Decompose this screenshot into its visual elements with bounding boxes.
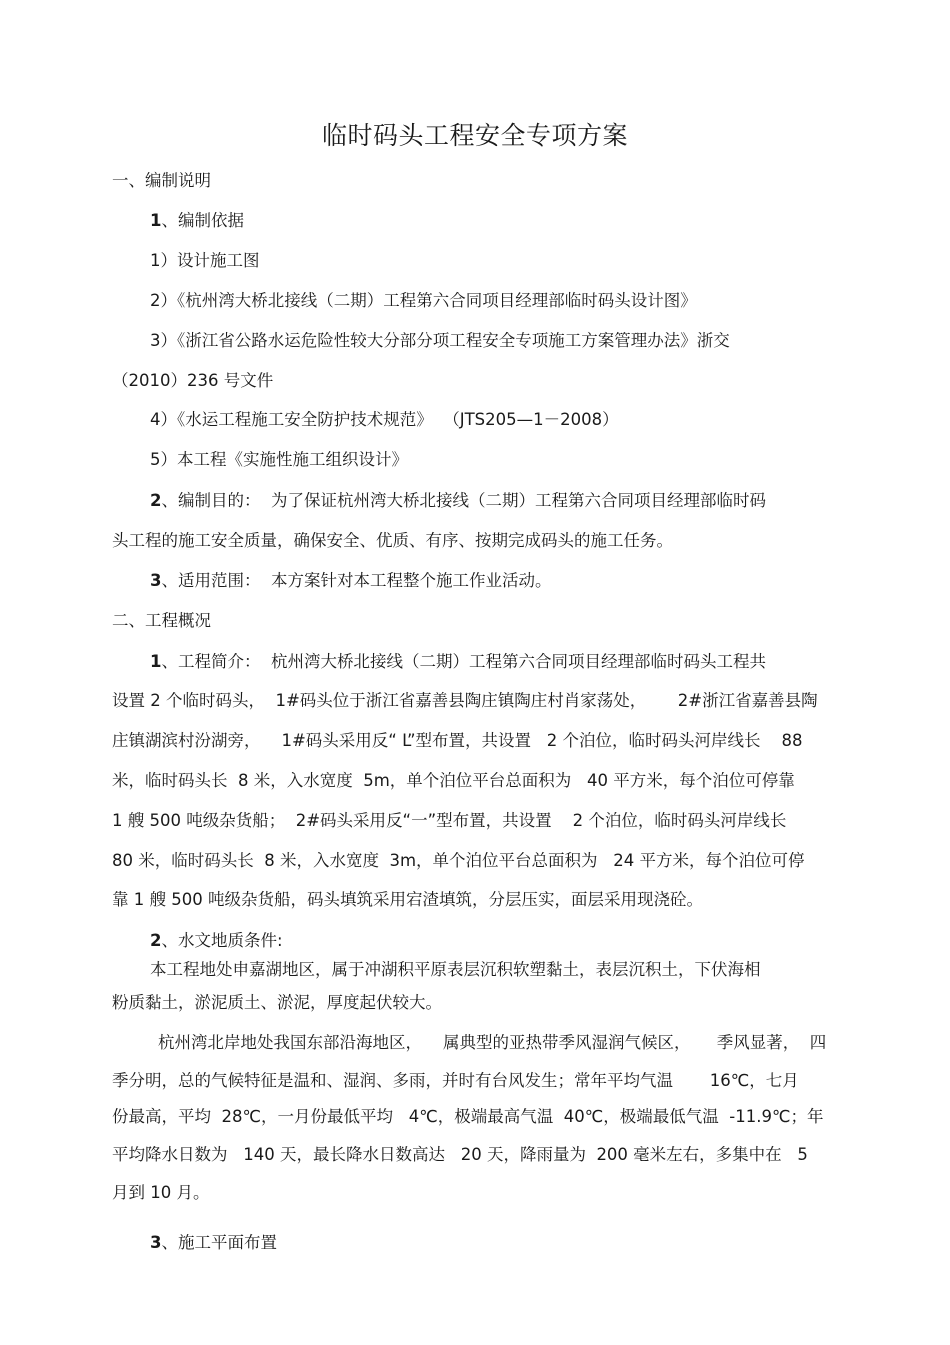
paragraph-line: 庄镇湖滨村汾湖旁， 1#码头采用反“ L”型布置，共设置 2 个泊位，临时码头河岸线长 88	[112, 731, 803, 750]
item-text: 、编制依据	[161, 211, 244, 230]
item-number: 2	[150, 491, 162, 510]
document-title: 临时码头工程安全专项方案	[321, 121, 628, 150]
list-item: 5）本工程《实施性施工组织设计》	[150, 450, 408, 469]
paragraph-climate: 杭州湾北岸地处我国东部沿海地区， 属典型的亚热带季风湿润气候区， 季风显著， 四	[158, 1033, 827, 1052]
item-number: 2	[150, 931, 162, 950]
section-heading-1: 一、编制说明	[112, 171, 211, 190]
subheading-basis	[150, 210, 244, 232]
item-text: 、水文地质条件:	[161, 931, 283, 950]
item-text: 、编制目的： 为了保证杭州湾大桥北接线（二期）工程第六合同项目经理部临时码	[161, 491, 766, 510]
item-number: 3	[150, 571, 162, 590]
list-item: 1）设计施工图	[150, 251, 260, 270]
paragraph-line: 粉质黏土，淤泥质土、淤泥，厚度起伏较大。	[112, 993, 442, 1012]
paragraph-line: 季分明，总的气候特征是温和、湿润、多雨，并时有台风发生；常年平均气温 16℃，七月	[112, 1071, 799, 1090]
paragraph-line: 月到 10 月。	[112, 1183, 210, 1202]
list-item-continuation: （2010）236 号文件	[112, 371, 274, 390]
item-number: 1	[150, 211, 162, 230]
list-item: 2）《杭州湾大桥北接线（二期）工程第六合同项目经理部临时码头设计图》	[150, 291, 697, 310]
paragraph-line: 80 米，临时码头长 8 米，入水宽度 3m，单个泊位平台总面积为 24 平方米，每个泊位可停	[112, 851, 805, 870]
paragraph-line: 米，临时码头长 8 米，入水宽度 5m，单个泊位平台总面积为 40 平方米，每个泊位可停靠	[112, 771, 795, 790]
item-number: 3	[150, 1233, 162, 1252]
item-text: 、施工平面布置	[161, 1233, 277, 1252]
item-text: 、工程简介： 杭州湾大桥北接线（二期）工程第六合同项目经理部临时码头工程共	[161, 652, 766, 671]
paragraph-line: 设置 2 个临时码头， 1#码头位于浙江省嘉善县陶庄镇陶庄村肖家荡处， 2#浙江省嘉善县陶	[112, 691, 818, 710]
paragraph-line: 头工程的施工安全质量，确保安全、优质、有序、按期完成码头的施工任务。	[112, 531, 673, 550]
paragraph-line: 本工程地处申嘉湖地区，属于冲湖积平原表层沉积软塑黏土，表层沉积土，下伏海相	[150, 960, 761, 979]
section-heading-2: 二、工程概况	[112, 611, 211, 630]
subheading-layout	[150, 1232, 277, 1254]
paragraph-line: 靠 1 艘 500 吨级杂货船，码头填筑采用宕渣填筑，分层压实，面层采用现浇砼。	[112, 890, 703, 909]
paragraph-purpose	[150, 490, 766, 512]
item-number: 1	[150, 652, 162, 671]
item-text: 、适用范围： 本方案针对本工程整个施工作业活动。	[161, 571, 552, 590]
paragraph-line: 平均降水日数为 140 天，最长降水日数高达 20 天，降雨量为 200 毫米左右，多集中在 5	[112, 1145, 808, 1164]
paragraph-line: 份最高，平均 28℃，一月份最低平均 4℃，极端最高气温 40℃，极端最低气温 -11.9℃；年	[112, 1107, 824, 1126]
list-item: 4）《水运工程施工安全防护技术规范》 （JTS205—1－2008）	[150, 410, 619, 429]
paragraph-line: 1 艘 500 吨级杂货船； 2#码头采用反“一”型布置，共设置 2 个泊位，临时码头河岸线长	[112, 811, 787, 830]
paragraph-scope	[150, 570, 551, 592]
paragraph-overview	[150, 651, 766, 673]
subheading-hydro	[150, 930, 283, 952]
list-item: 3）《浙江省公路水运危险性较大分部分项工程安全专项施工方案管理办法》浙交	[150, 331, 730, 350]
